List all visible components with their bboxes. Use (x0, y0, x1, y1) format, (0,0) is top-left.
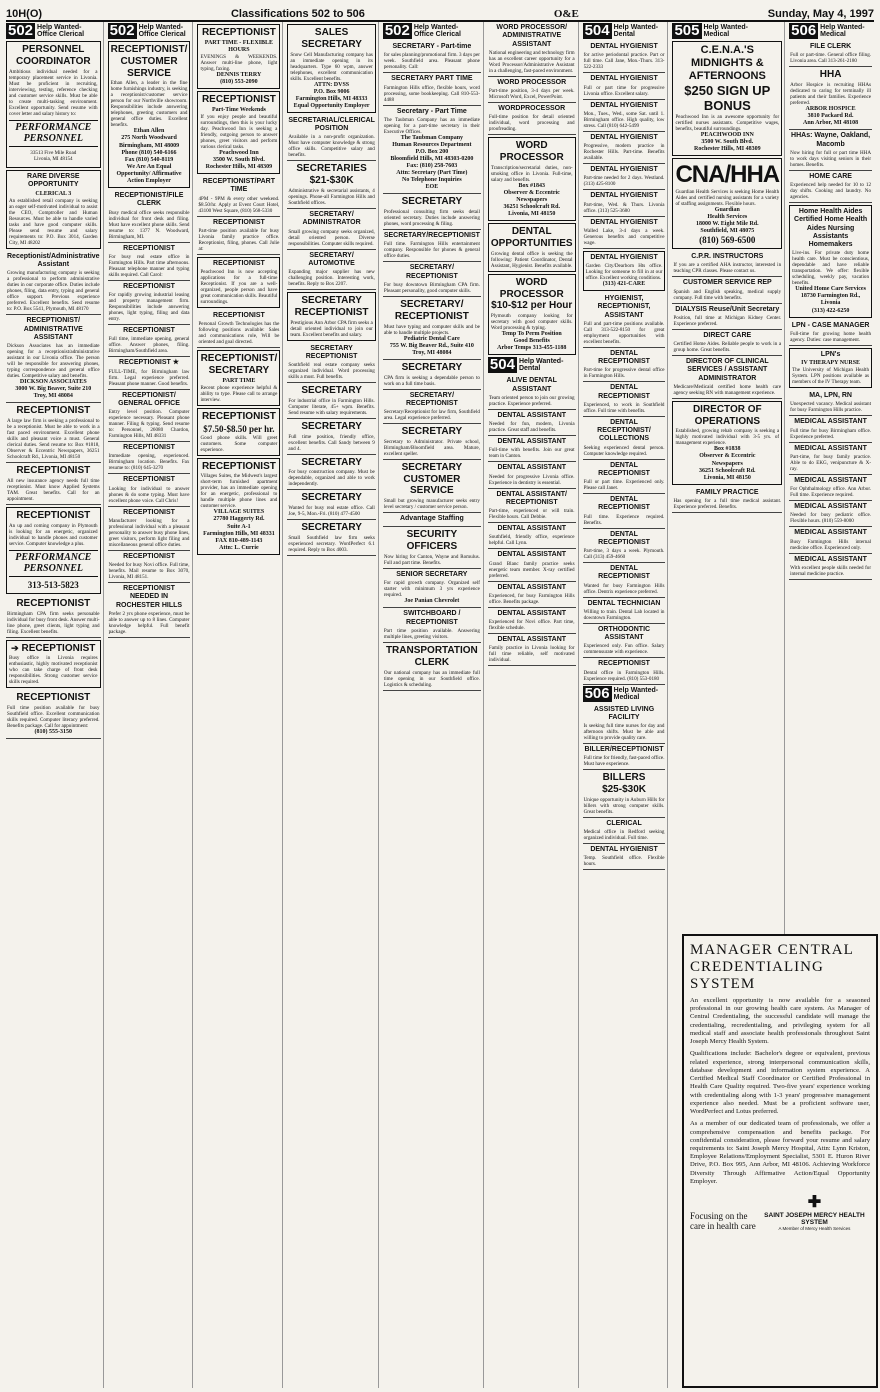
ad: SECRETARIES $21-$30K Administrative & secretarial assistants, 4 openings. Phone-all Farmington Hills and Southfield offices. (287, 161, 375, 209)
ad: DENTAL ASSISTANT Needed for fun, modern, Livonia practice. Great staff and benefits. (488, 410, 576, 436)
ad: WORD PROCESSOR $10-$12 per Hour Plymouth company looking for secretary with good computer skills. Word processing & typing. Temp To Perm Position Good Benefits Arbor Temps 313-455-1188 (488, 274, 576, 356)
ad: RECEPTIONIST PART TIME - FLEXIBLE HOURS EVENINGS & WEEKENDS. Answer multi-line phone, light typing, faxing. DENNIS TERRY (810) 553-2090 (197, 24, 280, 89)
logo: PERFORMANCE PERSONNEL (9, 550, 98, 578)
ad: SECRETARY PART TIME Farmington Hills office, flexible hours, word processing, some bookkeeping. Call 810-553-4488 (383, 73, 481, 105)
ad: DENTAL HYGIENIST Garden City/Dearborn Hts office. Looking for someone to fill in at our office. Excellent working conditions. (313) 421-CARE (583, 251, 666, 291)
ad: WORDPROCESSOR Full-time position for detail oriented individual, word processing and proofreading. (488, 103, 576, 135)
ad: Receptionist/Administrative Assistant Growing manufacturing company is seeking a professional to perform administrative duties in our corporate office. Duties include phones, filing, data entry, typing and general office support. Previous experience preferred. Excellent benefits. Send resume to: P.O. Box 5541, Plymouth, MI 48170 (6, 251, 101, 316)
ad: DENTAL ASSISTANT Full-time with benefits. Join our great team in Canton. (488, 436, 576, 462)
section-header-506: 506 Help Wanted- Medical (791, 22, 865, 39)
ad: RARE DIVERSE OPPORTUNITY CLERICAL 3 An established retail company is seeking an eager self-motivated individual to assist the CEO, Comptroller and Human Resources. Must be able to handle varied tasks and have good computer skills. Please send resume and salary requirements to: P.O. Box 3014, Garden City, MI 48202 (6, 170, 101, 249)
ad: RECEPTIONIST Peachwood Inn is now accepting applications for a full-time Receptionist. If you are a well-organized, people person and have great communication skills. Beautiful surroundings. (197, 257, 280, 308)
logo: PERFORMANCE PERSONNEL (9, 120, 98, 148)
ad: ALIVE DENTAL ASSISTANT Team oriented person to join our growing practice. Experience preferred. (488, 375, 576, 410)
ad: DENTAL HYGIENIST Mon., Tues., Wed., some Sat. until 1. Birmingham office. High quality, low stress. Call (810) 642-5499 (583, 100, 666, 132)
ad: DENTAL HYGIENIST Part-time, Wed. & Thurs. Livonia office. (313) 525-3680 (583, 190, 666, 216)
ad: SECRETARY Small Southfield law firm seeks experienced secretary. WordPerfect 6.1 required. Reply to Box 4003. (287, 520, 375, 556)
column-1 (6, 22, 104, 1388)
ad: DENTAL HYGIENIST Walled Lake, 3-4 days a week. Generous benefits and competitive wage. (583, 217, 666, 249)
section-title: Classifications 502 to 506 (230, 8, 365, 20)
ad: SENIOR SECRETARY For rapid growth company. Organized self starter with minimum 3 yrs experience required. Joe Panian Chevrolet (383, 569, 481, 608)
section-header-505: 505 Help Wanted- Medical (674, 22, 748, 39)
ad: MEDICAL ASSISTANT Busy Farmington Hills internal medicine office. Experienced only. (789, 527, 872, 553)
ad: ASSISTED LIVING FACILITY Is seeking full time nurses for day and afternoon shifts. Must be able and willing to provide quality care. (583, 704, 666, 745)
ad: HHAs: Wayne, Oakland, Macomb Now hiring for full or part time HHA to work days visiting seniors in their homes. Benefits. (789, 130, 872, 171)
ad: RECEPTIONIST $7.50-$8.50 per hr. Good phone skills. Will greet customers. Some computer experience. (197, 408, 280, 455)
arrow-icon: ➔ (11, 642, 19, 653)
ad: DENTAL ASSISTANT Southfield, friendly office, experience helpful. Call Lynn. (488, 523, 576, 549)
ad: RECEPTIONIST For busy real estate office in Farmington Hills. Part time afternoons. Pleasant telephone manner and typing skills required. Call Carol: (108, 243, 191, 281)
ad: DIRECTOR OF CLINICAL SERVICES / ASSISTANT ADMINISTRATOR Medicare/Medicaid certified home health care agency seeking RN with management experience. (672, 356, 782, 399)
ad: RECEPTIONIST/ ADMINISTRATIVE ASSISTANT Dickson Associates has an immediate opening for a receptionist/administrative assistant in our Livonia office. The person will be responsible for answering phones, typing correspondence and general office duties. Competitive salary and benefits. DICKSON ASSOCIATES 3000 W. Big Beaver, Suite 210 Troy, MI 48084 (6, 315, 101, 403)
ad: HYGIENIST, RECEPTIONIST, ASSISTANT Full and part-time positions available. Call 313-522-8150 for great employment opportunities with excellent benefits. (583, 293, 666, 348)
hospital-logo: ✚ SAINT JOSEPH MERCY HEALTH SYSTEM A Member of Mercy Health Services (759, 1192, 870, 1231)
ad: PERSONNEL COORDINATOR Ambitious individual needed for a temporary placement service in Livonia. Must be proficient in recruiting, interviewing, testing, reference checking and customer service skills. Must be able to create multi-tasking environment. Excellent opportunity. Send resume with cover letter and salary history to: PERFORMANCE PERSONNEL 33513 Five Mile Road Livonia, MI 48154 (6, 41, 101, 168)
ad: ➔ RECEPTIONIST Busy office in Livonia requires enthusiastic, highly motivated receptionist who can take charge of front desk responsibilities. Strong customer service skills required. (6, 640, 101, 689)
ad: RECEPTIONIST Part-time position available for busy Livonia family practice office. Receptionist, filing, phones. Call Julie at: (197, 217, 280, 255)
ad: RECEPTIONIST Looking for individual to answer phones & do some typing. Must have excellent phone voice. Call Chris! (108, 474, 191, 506)
ad: DENTAL RECEPTIONIST Full or part time. Experienced only. Please call Janet. (583, 460, 666, 495)
ad: CUSTOMER SERVICE REP Spanish and English speaking, medical supply company. Full time with benefits. (672, 277, 782, 303)
ad: RECEPTIONIST Dental office in Farmington Hills. Experience required. (810) 553-0180 (583, 658, 666, 684)
ad: SALES SECRETARY Snow Cell Manufacturing company has an immediate opening in its headquarters. Type 60 wpm, answer telephones, excellent communication skills. Excellent benefits. ATTN: DVSS P.O. Box 9006 Farmington Hills, MI 48333 Equal Opportunity Employer (287, 24, 375, 113)
section-header-502: 502 Help Wanted- Office Clerical (109, 22, 186, 39)
ad: DENTAL RECEPTIONIST Wanted for busy Farmington Hills office. Dentrix experience preferred. (583, 563, 666, 598)
ad: MA, LPN, RN Unexpected vacancy. Medical assistant for busy Farmington Hills practice. (789, 390, 872, 416)
ad: RECEPTIONIST For rapidly growing industrial leasing and property management firm. Responsibilities include answering phones, light typing, filing and data entry. (108, 281, 191, 325)
ad: SECRETARY/ ADMINISTRATOR Small growing company seeks organized, detail oriented person. Diverse responsibilities. Computer skills required. (287, 209, 375, 250)
ad: DENTAL HYGIENIST Part-time needed for 2 days. Westland. (313) 425-8100 (583, 164, 666, 190)
column-6 (488, 22, 579, 1388)
ad: DENTAL ASSISTANT Experienced, for busy Farmington Hills office. Benefits package. (488, 582, 576, 608)
ad: DENTAL RECEPTIONIST/ COLLECTIONS Seeking experienced dental person. Computer knowledge required. (583, 417, 666, 460)
ad: TRANSPORTATION CLERK Our national company has an immediate full time opening in our Southfield office. Logistics & scheduling. (383, 643, 481, 691)
column-7 (583, 22, 669, 1388)
ad: RECEPTIONIST Needed for busy Novi office. Full time, benefits. Mail resume to Box 3070, Livonia, MI 48151. (108, 551, 191, 583)
ad: LPN's IV THERAPY NURSE The University of Michigan Health System. LPN positions available as members of the IV Therapy team. (789, 348, 872, 388)
ad: WORD PROCESSOR Transcription/secretarial duties, non-smoking office in Livonia. Full-time, salary and benefits. Box #1843 Observer & Eccentric Newspapers 36251 Schoolcraft Rd. Livonia, MI 48150 (488, 137, 576, 221)
cross-icon: ✚ (807, 1194, 822, 1212)
ad: RECEPTIONIST NEEDED IN ROCHESTER HILLS Prefer 2 yrs phone experience, must be able to answer up to 8 lines. Computer knowledge helpful. Full benefit package. (108, 583, 191, 638)
ad: DENTAL RECEPTIONIST Part-time for progressive dental office in Farmington Hills. (583, 348, 666, 383)
ad: RECEPTIONIST All new insurance agency needs full time receptionist. Must know Applied Systems TAM. Great benefits. Call for an appointment. (6, 463, 101, 505)
ad: SECRETARY - Part-time for sales planning/promotional firm. 3 days per week. Southfield area. Pleasant phone personality. Call: (383, 41, 481, 73)
ad: Home Health Aides Certified Home Health Aides Nursing Assistants Homemakers Live-ins. For private duty home health care. Must be conscientious, dependable and have reliable transportation. We offer: flexible scheduling, weekly pay, vacation benefits. United Home Care Services 18730 Farmington Rd., Livonia (313) 422-6250 (789, 205, 872, 318)
ad: C.E.N.A.'S MIDNIGHTS & AFTERNOONS $250 SIGN UP BONUS Peachwood Inn is an awesome opportunity for certified nurses assistants. Competitive wages, benefits, beautiful surroundings. PEACHWOOD INN 3500 W. South Blvd. Rochester Hills, MI 48309 (672, 41, 782, 156)
section-header-504: 504 Help Wanted-Dental (489, 356, 564, 374)
ad: SECRETARY RECEPTIONIST Prestigious Ann Arbor CPA firm seeks a detail oriented individual to join our team. Excellent benefits and salary. (287, 292, 375, 341)
ad: SECRETARY/RECEPTIONIST Full time. Farmington Hills entertainment company. Responsible for phones & general office duties. (383, 230, 481, 262)
ad: DENTAL RECEPTIONIST Experienced, to work in Southfield office. Full time with benefits. (583, 382, 666, 417)
ad: RECEPTIONIST Manufacturer looking for a professional individual with a pleasant personality to answer busy phone lines, greet visitors, perform light filing and miscellaneous general office duties. (108, 507, 191, 551)
ad: C.P.R. INSTRUCTORS If you are a certified AHA instructor, interested in teaching CPR classes. Please contact us. (672, 251, 782, 277)
ad: RECEPTIONIST Villages Suites, the Midwest's largest short-term furnished apartment provider, has an immediate opening for an energetic, professional to handle multiple phone lines and customer service. VILLAGE SUITES 27780 Haggerty Rd. Suite A-1 Farmington Hills, MI 48331 FAX 810-489-1143 Attn: L. Currie (197, 458, 280, 555)
ad: DENTAL ASSISTANT Needed for progressive Livonia office. Experience in dentistry is essential. (488, 462, 576, 488)
section-header-502: 502 Help Wanted- Office Clerical (8, 22, 85, 39)
ad: SWITCHBOARD / RECEPTIONIST Part time position available. Answering multiple lines, greeting visitors. (383, 608, 481, 643)
ad: RECEPTIONIST ★ FULL-TIME, for Birmingham law firm. Legal experience preferred. Pleasant phone manner. Good benefits. (108, 357, 191, 389)
ad: LPN - CASE MANAGER Full-time for growing home health agency. Duties: case management. (789, 320, 872, 346)
ad: WORD PROCESSOR Part-time position, 3-4 days per week. Microsoft Word, Excel, PowerPoint. (488, 77, 576, 103)
ad: SECRETARY/ AUTOMOTIVE Expanding major supplier has new challenging position. Interesting work, benefits. Reply to Box 2207. (287, 250, 375, 291)
ad: DENTAL RECEPTIONIST Full time. Experience required. Benefits. (583, 494, 666, 529)
ad: MEDICAL ASSISTANT Needed for busy pediatric office. Flexible hours. (810) 559-8000 (789, 501, 872, 527)
ad: SECRETARY/ RECEPTIONIST Secretary/Receptionist for law firm, Southfield area. Legal experience preferred. (383, 390, 481, 425)
ad: SECRETARY For industrial office in Farmington Hills. Computer literate, 45+ wpm. Benefits. Send resume with salary requirements. (287, 383, 375, 419)
ad: DIALYSIS Reuse/Unit Secretary Position, full time at Michigan Kidney Center. Experience preferred. (672, 304, 782, 330)
ad: SECRETARY Full time position, friendly office, excellent benefits. Call Sandy between 9 and 4. (287, 419, 375, 455)
ad: SECRETARY CUSTOMER SERVICE Small but growing manufacturer seeks entry level secretary / customer service person. (383, 460, 481, 513)
ad: BILLER/RECEPTIONIST Full time for friendly, fast-paced office. Must have experience. (583, 744, 666, 770)
ad: SECRETARY Wanted for busy real estate office. Call Joe, 9-5, Mon.-Fri. (810) 477-4500 (287, 490, 375, 520)
ad: DENTAL HYGIENIST Progressive, modern practice in Rochester Hills. Part-time. Benefits available. (583, 132, 666, 164)
masthead (6, 4, 874, 22)
ad: Advantage Staffing (383, 513, 481, 527)
ad: SECRETARY Professional consulting firm seeks detail oriented secretary. Duties include answering phones, word processing & filing. (383, 194, 481, 230)
ad: RECEPTIONIST Personal Growth Technologies has the following positions available: Sales and communications role, Will be oriented and goal directed. (197, 310, 280, 348)
ad: SECRETARIAL/CLERICAL POSITION Available in a non-profit organization. Must have computer knowledge & strong office skills. Competitive salary and benefits. (287, 115, 375, 162)
ad: RECEPTIONIST/ SECRETARY PART TIME Recent phone experience helpful & ability to type. Please call to arrange interview. (197, 350, 280, 406)
ad: DENTAL HYGIENIST for active periodontal practice. Part or full time. Call Jane, Mon.-Thurs. 313-522-2333 (583, 41, 666, 73)
ad: MEDICAL ASSISTANT Full time for busy Birmingham office. Experience preferred. (789, 416, 872, 442)
paper-name: O&E (553, 8, 579, 20)
manager-ad-title: MANAGER CENTRAL CREDENTIALING SYSTEM (690, 942, 854, 992)
ad: RECEPTIONIST/ GENERAL OFFICE Entry level position. Computer experience necessary. Pleasant phone manner. Filing & typing. Send resume to: Personnel, 26080 Chardon, Farmington Hills, MI 48331 (108, 390, 191, 443)
ad: MEDICAL ASSISTANT Part-time, for busy family practice. Able to do EKG, venipuncture & X-ray. (789, 443, 872, 475)
ad: DIRECT CARE Certified Home Aides. Reliable people to work in a group home. Great benefits. (672, 330, 782, 356)
ad: MEDICAL ASSISTANT For Ophthalmology office. Ann Arbor. Full time. Experience required. (789, 475, 872, 501)
manager-ad: MANAGER CENTRAL CREDENTIALING SYSTEM An excellent opportunity is now available for a seasoned professional in our growing health care system. As Manager of Central Credentialing, the successful candidate will manage the credentialing, recredentialing, and privileging system for all medical staff and associate health professionals throughout Saint Joseph Mercy Health System. Qualifications include: Bachelor's degree or equivalent, previous related experience, strong interpersonal communication skills, database development and information system experience. A Certified Medical Staff Coordinator or Certified Professional in Health Care Quality required. Two-five years' experience working with credentialing along with 1-3 years' progressive management experience also needed. Must be a proficient software user, WordPerfect and Lotus preferred. As a member of our dedicated team of professionals, we offer a comprehensive compensation and benefits package. For confidential consideration, please forward your resume and salary requirements to: Saint Joseph Mercy Hospital, Attn: Lynn Kriston, Employee Relations/Employment Specialist, 5301 E. Huron River Drive, P.O. Box 995, Ann Arbor, MI 48106. Achieving Workforce Diversity Through Affirmative Action/Equal Opportunity Employer. Focusing on the care in health care ✚ SAINT JOSEPH MERCY HEALTH SYSTEM A Member of Mercy Health Services (682, 934, 878, 1388)
ad: SECRETARY CPA firm is seeking a dependable person to work on a full time basis. (383, 360, 481, 390)
ad: DENTAL HYGIENIST Full or part time for progressive Livonia office. Excellent salary. (583, 73, 666, 99)
ad: RECEPTIONIST An up and coming company in Plymouth is looking for an energetic, organized individual to handle phones and customer service. Computer knowledge a plus. PERFORMANCE PERSONNEL 313-513-5823 (6, 507, 101, 594)
ad: Secretary - Part Time The Taubman Company has an immediate opening for a part-time secretary in their Executive Offices. The Taubman Company Human Resources Department P.O. Box 200 Bloomfield Hills, MI 48303-0200 Fax: (810) 258-7603 Attn: Secretary (Part Time) No Telephone Inquiries EOE (383, 106, 481, 195)
section-header-502: 502 Help Wanted- Office Clerical (384, 22, 461, 39)
ad: DENTAL OPPORTUNITIES Growing dental office is seeking the following: Patient Coordinator, Dental Assistant, Hygienist. Benefits available. (488, 223, 576, 272)
ad: SECRETARY RECEPTIONIST Southfield real estate company seeks organized individual. Word processing skills a must. Full benefits. (287, 343, 375, 384)
ad: DENTAL ASSISTANT Experienced for Novi office. Part time, flexible schedule. (488, 608, 576, 634)
page-number: 10H(O) (6, 8, 43, 20)
ad: ORTHODONTIC ASSISTANT Experienced only. Fun office. Salary commensurate with experience. (583, 624, 666, 659)
ad: MEDICAL ASSISTANT With excellent people skills needed for internal medicine practice. (789, 554, 872, 580)
ad: RECEPTIONIST/ CUSTOMER SERVICE Ethan Allen, a leader in the fine home furnishings industry, is seeking a receptionist/customer service person for our Northville showroom. Responsibilities include answering telephones, greeting customers and general office duties. Excellent benefits. Ethan Allen 275 North Woodward Birmingham, MI 48009 Phone (810) 540-6166 Fax (810) 540-8119 We Are An Equal Opportunity/ Affirmative Action Employer (108, 41, 191, 188)
ad: CNA/HHA Guardian Health Services is seeking Home Health Aides and certified nursing assistants for a variety of staffing assignments. Flexible hours. Guardian Health Services 18000 W. Eight Mile Rd. Southfield, MI 48075 (810) 569-6500 (672, 158, 782, 249)
ad: RECEPTIONIST Part-Time Weekends If you enjoy people and beautiful surroundings, then this is your lucky day. Peachwood Inn is seeking a friendly, outgoing person to answer phones, greet visitors and perform various clerical tasks. Peachwood Inn 3500 W. South Blvd. Rochester Hills, MI 48309 (197, 91, 280, 174)
ad: SECRETARY/ RECEPTIONIST For busy downtown Birmingham CPA firm. Pleasant personality, good computer skills. (383, 262, 481, 297)
ad: HOME CARE Experienced help needed for 10 to 12 day shifts. Cooking and laundry. No agencies. (789, 171, 872, 203)
ad: DENTAL HYGIENIST Temp. Southfield office. Flexible hours. (583, 844, 666, 870)
ad: RECEPTIONIST Immediate opening, experienced. Birmingham location. Benefits. Fax resume to: (810) 645-3270 (108, 442, 191, 474)
column-2 (108, 22, 194, 1388)
ad: RECEPTIONIST Full time, immediate opening, general office. Answer phones, filing. Birmingham/Southfield area. (108, 325, 191, 357)
ad: DENTAL TECHNICIAN Willing to train. Dental Lab located in downtown Farmington. (583, 598, 666, 624)
ad: DENTAL ASSISTANT Family practice in Livonia looking for full time reliable, self motivated individual. (488, 634, 576, 666)
column-5 (383, 22, 484, 1388)
ad: FAMILY PRACTICE Has opening for a full time medical assistant. Experience preferred. Benefits. (672, 487, 782, 513)
ad: DIRECTOR OF OPERATIONS Established, growing rehab company is seeking a highly motivated individual with 3-5 yrs. of management experience. Box #1838 Observer & Eccentric Newspapers 36251 Schoolcraft Rd. Livonia, MI 48150 (672, 401, 782, 485)
ad: RECEPTIONIST Birmingham CPA firm seeks personable individual for busy front desk. Answer multi-line phone, greet clients, light typing and filing. Excellent benefits. (6, 596, 101, 638)
section-header-504: 504 Help Wanted-Dental (584, 22, 659, 39)
ad: DENTAL ASSISTANT/ RECEPTIONIST Part-time, experienced or will train. Flexible hours. Call Debbie. (488, 489, 576, 524)
ad: RECEPTIONIST A large law firm is seeking a professional to be a receptionist. Must be able to work in a fast paced environment. Excellent phone skills and pleasant voice a must. General clerical duties. Send resume to: Box #1818, Observer & Eccentric Newspapers, 36251 Schoolcraft Rd., Livonia, MI 48150 (6, 403, 101, 463)
column-4 (287, 22, 378, 1388)
ad: BILLERS $25-$30K Unique opportunity in Auburn Hills for billers with strong computer skills. Great benefits. (583, 770, 666, 818)
tagline: Focusing on the care in health care (690, 1211, 756, 1232)
ad: DENTAL RECEPTIONIST Part-time, 3 days a week. Plymouth. Call (313) 459-4660 (583, 529, 666, 564)
section-header-506: 506 Help Wanted- Medical (584, 684, 659, 702)
ad: SECRETARY For busy construction company. Must be dependable, organized and able to work independently. (287, 455, 375, 491)
ad: RECEPTIONIST/PART TIME 4PM - 9PM & every other weekend. $8.50/hr. Apply at Event Court Hotel, 43100 West Square, (810) 568-5330 (197, 176, 280, 217)
ad: SECRETARY Secretary to Administrator. Private school, Birmingham/Bloomfield area. Mature, excellent speller. (383, 424, 481, 460)
ad: RECEPTIONIST/FILE CLERK Busy medical office seeks responsible individual for front desk and filing. Must have excellent phone skills. Send resume to: 1377 N. Woodward, Birmingham, MI. (108, 190, 191, 243)
column-3 (197, 22, 283, 1388)
issue-date: Sunday, May 4, 1997 (767, 8, 874, 20)
ad: WORD PROCESSOR/ ADMINISTRATIVE ASSISTANT National engineering and technology firm has an excellent career opportunity for a Word Processor/Administrative Assistant in a challenging, fast-paced environment. (488, 22, 576, 77)
ad: DENTAL ASSISTANT Grand Blanc family practice seeks energetic team member. X-ray certified preferred. (488, 549, 576, 581)
ad: CLERICAL Medical office in Redford seeking organized individual. Full time. (583, 818, 666, 844)
ad: SECRETARY/ RECEPTIONIST Must have typing and computer skills and be able to handle multiple projects. Pediatric Dental Care 755 W. Big Beaver Rd., Suite 410 Troy, MI 48084 (383, 297, 481, 360)
ad: SECURITY OFFICERS Now hiring for Canton, Wayne and Romulus. Full and part time. Benefits. (383, 527, 481, 569)
ad: HHA Arbor Hospice is recruiting HHAs dedicated to caring for terminally ill patients and their families. Experience preferred. ARBOR HOSPICE 3810 Packard Rd. Ann Arbor, MI 48108 (789, 67, 872, 130)
ad: FILE CLERK Full or part-time. General office filing. Livonia area. Call 313-261-2180 (789, 41, 872, 67)
ad: RECEPTIONIST Full time position available for busy Southfield office. Excellent communication skills required. Computer literacy preferred. Benefits package. Call for appointment: (810) 555-3150 (6, 690, 101, 739)
